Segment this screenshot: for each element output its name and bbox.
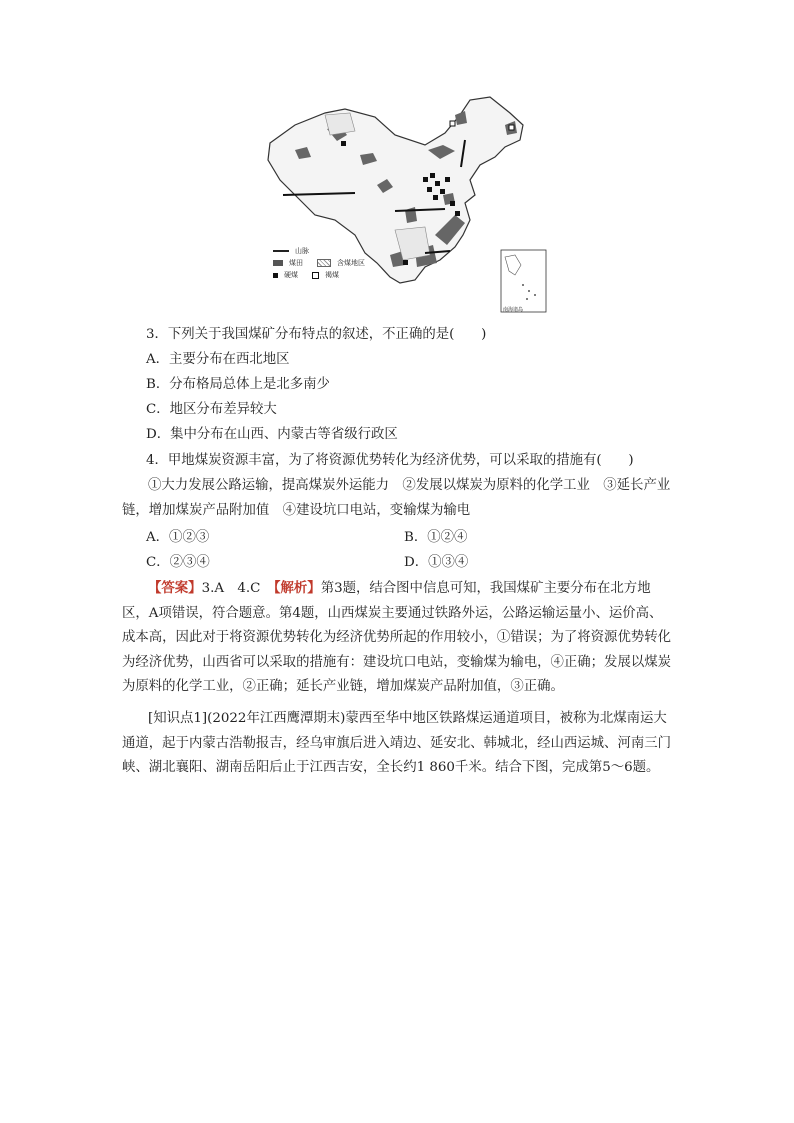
coalfield (455, 111, 467, 125)
brown-coal-marker (509, 125, 514, 130)
coalfield-legend-swatch (273, 260, 283, 266)
question-4-option-c: C．②③④ (146, 555, 210, 570)
question-3-option-c: C．地区分布差异较大 (146, 402, 277, 417)
brown-coal-legend-swatch (312, 272, 319, 279)
question-4-measures (122, 474, 674, 523)
legend-brown-coal: 褐煤 (325, 270, 339, 279)
hard-coal-marker (423, 177, 428, 182)
hard-coal-marker (440, 189, 445, 194)
brown-coal-marker (450, 121, 455, 126)
legend-coal-area: 含煤地区 (337, 258, 365, 267)
coal-bearing-area (325, 113, 355, 135)
analysis-text: 第3题，结合图中信息可知，我国煤矿主要分布在北方地区，A项错误，符合题意。第4题，山西煤炭主要通过铁路外运，公路运输运量小、运价高、成本高，因此对于将资源优势转化为经济优势所起的作用较小，①错误；为了将资源优势转化为经济优势，山西省可以采取的措施有：建设坑口电站，变输煤为输电，④正确；发展以煤炭为原料的化学工业，②正确；延长产业链，增加煤炭产品附加值，③正确。 (122, 581, 672, 694)
hard-coal-marker (450, 201, 455, 206)
coal-area-legend-swatch (317, 259, 331, 267)
hard-coal-marker (433, 195, 438, 200)
hard-coal-marker (445, 177, 450, 182)
mountain-legend-swatch (273, 250, 289, 252)
question-3-option-d: D．集中分布在山西、内蒙古等省级行政区 (146, 427, 398, 442)
legend-mountain: 山脉 (295, 246, 309, 255)
map-legend (273, 245, 365, 281)
inset-label: 南海诸岛 (503, 307, 524, 313)
question-3-option-a: A．主要分布在西北地区 (146, 352, 290, 367)
hard-coal-marker (341, 141, 346, 146)
answer-tag: 【答案】 (148, 580, 202, 596)
hard-coal-legend-swatch (273, 273, 278, 278)
question-4-measures-text: ①大力发展公路运输，提高煤炭外运能力 ②发展以煤炭为原料的化学工业 ③延长产业链，增加煤炭产品附加值 ④建设坑口电站，变输煤为输电 (122, 478, 671, 518)
china-coal-map (265, 95, 550, 317)
question-3-stem: 3．下列关于我国煤矿分布特点的叙述，不正确的是( ) (146, 327, 487, 342)
answer-values: 3.A 4.C (201, 581, 274, 596)
hard-coal-marker (455, 211, 460, 216)
question-4-stem: 4．甲地煤炭资源丰富，为了将资源优势转化为经济优势，可以采取的措施有( ) (146, 453, 634, 468)
legend-coalfield: 煤田 (289, 258, 303, 267)
hard-coal-marker (403, 260, 408, 265)
hard-coal-marker (435, 181, 440, 186)
answer-block (122, 576, 674, 700)
answer-paragraph (122, 576, 674, 700)
legend-hard-coal: 硬煤 (284, 270, 298, 279)
knowledge-text: [知识点1](2022年江西鹰潭期末)蒙西至华中地区铁路煤运通道项目，被称为北煤南运大通道，起于内蒙古浩勒报吉，经乌审旗后进入靖边、延安北、韩城北，经山西运城、河南三门峡、湖北襄阳、湖南岳阳后止于江西吉安，全长约1 860千米。结合下图，完成第5～6题。 (122, 711, 672, 775)
knowledge-block (122, 707, 674, 781)
south-china-sea-inset (501, 250, 546, 312)
question-4-option-b: B．①②④ (404, 530, 468, 545)
hard-coal-marker (427, 187, 432, 192)
question-3-option-b: B．分布格局总体上是北多南少 (146, 377, 330, 392)
china-map-graphic (265, 95, 550, 317)
question-4-option-d: D．①③④ (404, 555, 469, 570)
question-4-option-a: A．①②③ (146, 530, 210, 545)
hard-coal-marker (430, 173, 435, 178)
analysis-tag: 【解析】 (273, 580, 321, 596)
